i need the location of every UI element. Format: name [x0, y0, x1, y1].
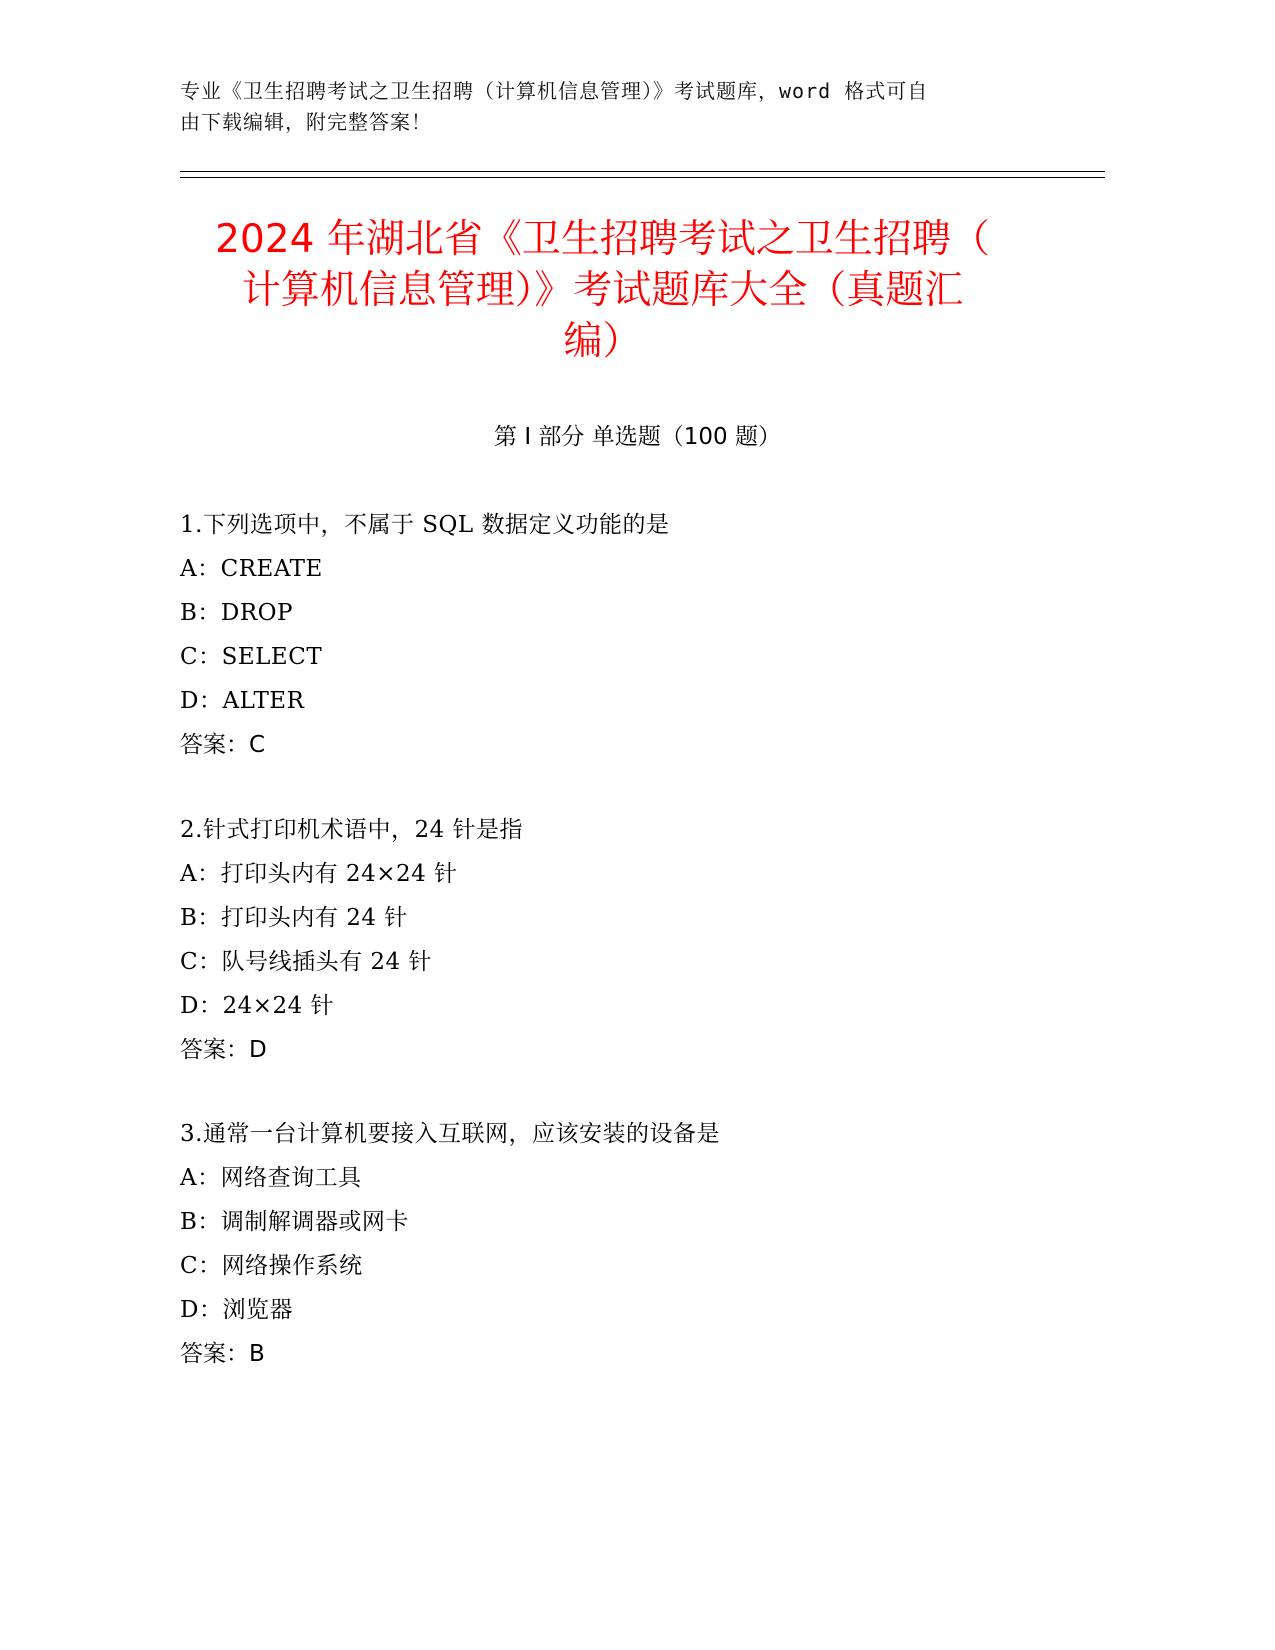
option-label: D： — [180, 993, 223, 1019]
document-title — [175, 214, 1030, 367]
option-d — [180, 679, 1080, 723]
question-stem: 1.下列选项中，不属于 SQL 数据定义功能的是 — [180, 512, 670, 538]
option-a — [180, 1156, 1080, 1200]
option-text: 网络查询工具 — [220, 1165, 362, 1191]
title-line-3: 编） — [563, 319, 642, 364]
option-text: 打印头内有 24×24 针 — [220, 861, 458, 887]
section-heading: 第 I 部分 单选题（100 题） — [494, 424, 781, 450]
question-stem: 3.通常一台计算机要接入互联网，应该安装的设备是 — [180, 1121, 720, 1147]
option-label: B： — [180, 1209, 221, 1235]
header-divider-bottom — [180, 177, 1105, 178]
title-line-1: 2024 年湖北省《卫生招聘考试之卫生招聘（ — [215, 217, 990, 262]
answer-line: 答案：C — [180, 732, 266, 758]
option-label: A： — [180, 1165, 221, 1191]
option-text: 队号线插头有 24 针 — [221, 949, 432, 975]
intro-text — [180, 76, 1060, 138]
intro-line-1: 专业《卫生招聘考试之卫生招聘（计算机信息管理）》考试题库，word 格式可自 — [180, 79, 929, 103]
option-label: C： — [180, 644, 222, 670]
option-label: A： — [180, 556, 221, 582]
option-a — [180, 547, 1080, 591]
option-text: 浏览器 — [222, 1297, 293, 1323]
option-label: D： — [180, 1297, 223, 1323]
option-label: C： — [180, 949, 222, 975]
option-text: 网络操作系统 — [221, 1253, 363, 1279]
title-line-2: 计算机信息管理）》考试题库大全（真题汇 — [241, 268, 964, 313]
option-c — [180, 940, 1080, 984]
option-text: 24×24 针 — [222, 993, 335, 1019]
option-text: 打印头内有 24 针 — [220, 905, 408, 931]
option-label: A： — [180, 861, 221, 887]
question-3 — [180, 1112, 1080, 1376]
option-d — [180, 984, 1080, 1028]
question-1 — [180, 503, 1080, 767]
option-c — [180, 635, 1080, 679]
option-text: SELECT — [221, 644, 323, 670]
option-b — [180, 896, 1080, 940]
answer-line: 答案：D — [180, 1037, 267, 1063]
option-label: B： — [180, 600, 221, 626]
option-label: B： — [180, 905, 221, 931]
option-text: CREATE — [220, 556, 323, 582]
option-b — [180, 591, 1080, 635]
header-divider-top — [180, 171, 1105, 172]
answer-line: 答案：B — [180, 1341, 265, 1367]
option-text: DROP — [220, 600, 293, 626]
option-c — [180, 1244, 1080, 1288]
option-label: C： — [180, 1253, 222, 1279]
option-label: D： — [180, 688, 223, 714]
option-a — [180, 852, 1080, 896]
option-text: ALTER — [222, 688, 305, 714]
intro-line-2: 由下载编辑，附完整答案！ — [180, 110, 432, 134]
option-b — [180, 1200, 1080, 1244]
question-2 — [180, 808, 1080, 1072]
option-d — [180, 1288, 1080, 1332]
option-text: 调制解调器或网卡 — [220, 1209, 409, 1235]
question-stem: 2.针式打印机术语中，24 针是指 — [180, 817, 524, 843]
